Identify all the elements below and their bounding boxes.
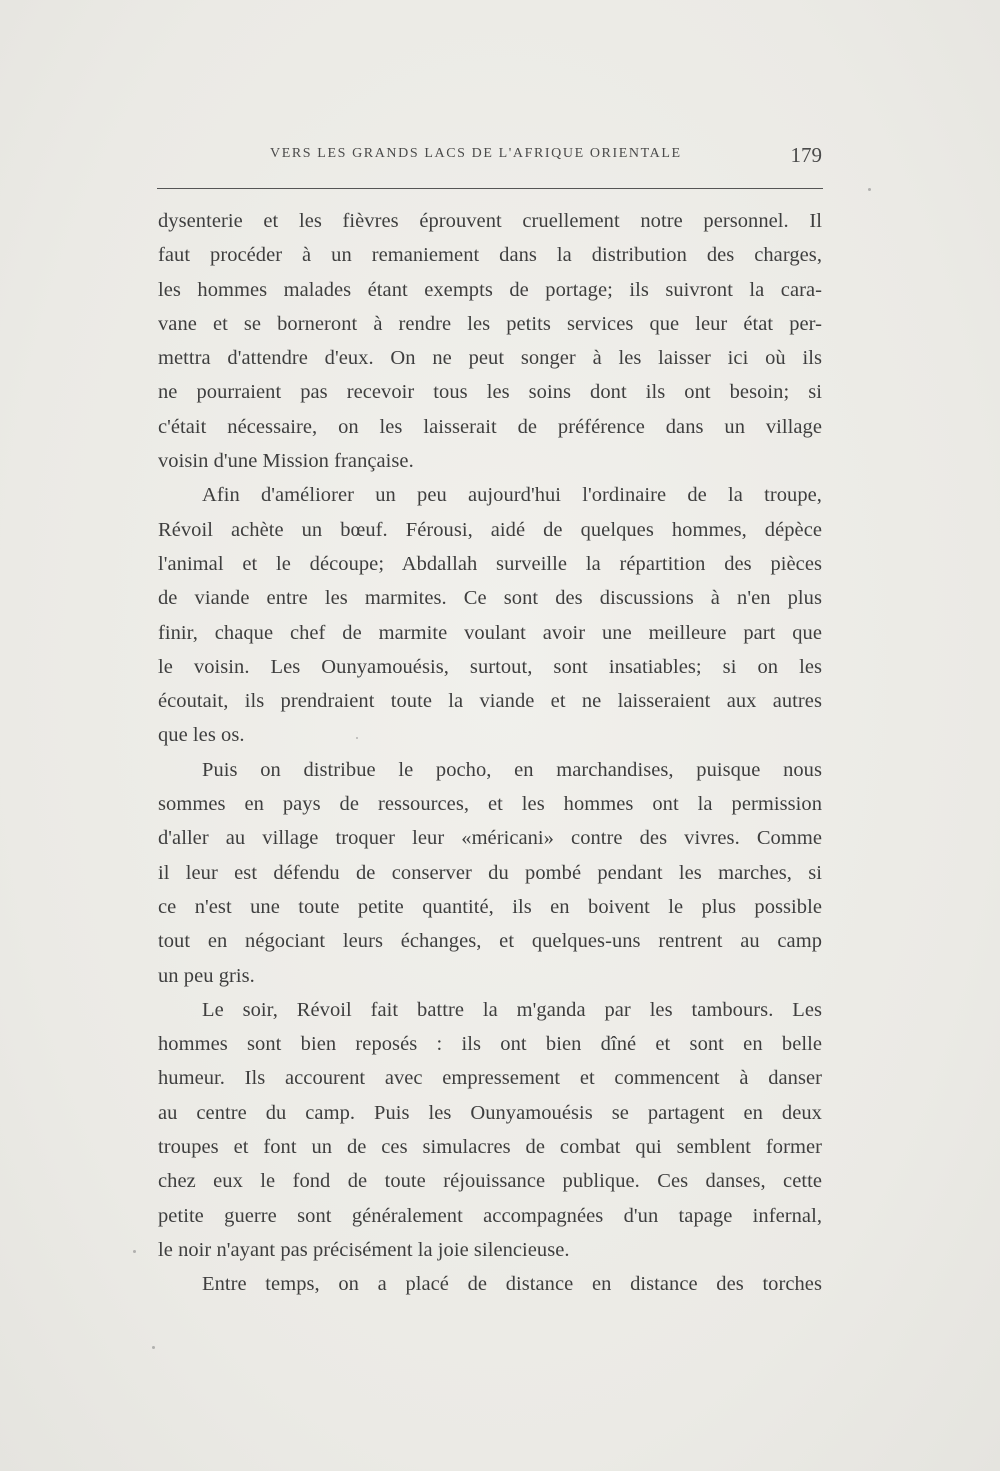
text-line: Puis on distribue le pocho, en marchandises, puisque nous [202, 758, 822, 781]
running-head-title: VERS LES GRANDS LACS DE L'AFRIQUE ORIENTALE [270, 146, 682, 161]
text-line: Révoil achète un bœuf. Férousi, aidé de quelques hommes, dépèce [158, 518, 822, 541]
paragraph [158, 993, 822, 1267]
paragraph [158, 478, 822, 752]
text-line: le voisin. Les Ounyamouésis, surtout, sont insatiables; si on les [158, 655, 822, 678]
text-line: c'était nécessaire, on les laisserait de préférence dans un village [158, 415, 822, 438]
text-line: il leur est défendu de conserver du pombé pendant les marches, si [158, 861, 822, 884]
text-line: de viande entre les marmites. Ce sont des discussions à n'en plus [158, 587, 822, 610]
text-line: le noir n'ayant pas précisément la joie silencieuse. [158, 1238, 570, 1261]
text-line: ce n'est une toute petite quantité, ils en boivent le plus possible [158, 895, 822, 918]
text-line: Afin d'améliorer un peu aujourd'hui l'ordinaire de la troupe, [202, 484, 822, 507]
header-rule [157, 188, 823, 189]
text-line: d'aller au village troquer leur «méricani» contre des vivres. Comme [158, 827, 822, 850]
paragraph [158, 204, 822, 478]
text-line: voisin d'une Mission française. [158, 450, 414, 473]
text-line: chez eux le fond de toute réjouissance publique. Ces danses, cette [158, 1170, 822, 1193]
page-number: 179 [790, 143, 822, 167]
paper-speck [356, 737, 358, 739]
paper-speck [133, 1250, 136, 1253]
text-line: écoutait, ils prendraient toute la viande et ne laisseraient aux autres [158, 690, 822, 713]
body-text [158, 204, 822, 1302]
text-line: l'animal et le découpe; Abdallah surveille la répartition des pièces [158, 552, 822, 575]
text-line: sommes en pays de ressources, et les hommes ont la permission [158, 793, 822, 816]
text-line: troupes et font un de ces simulacres de combat qui semblent former [158, 1136, 822, 1159]
paragraph [158, 753, 822, 993]
running-head [158, 143, 822, 168]
paper-speck [152, 1346, 155, 1349]
text-line: mettra d'attendre d'eux. On ne peut songer à les laisser ici où ils [158, 347, 822, 370]
text-line: finir, chaque chef de marmite voulant avoir une meilleure part que [158, 621, 822, 644]
text-line: petite guerre sont généralement accompagnées d'un tapage infernal, [158, 1204, 822, 1227]
text-line: ne pourraient pas recevoir tous les soins dont ils ont besoin; si [158, 381, 822, 404]
text-line: tout en négociant leurs échanges, et quelques-uns rentrent au camp [158, 930, 822, 953]
text-line: vane et se borneront à rendre les petits services que leur état per- [158, 312, 822, 335]
paper-speck [868, 188, 871, 191]
text-line: les hommes malades étant exempts de portage; ils suivront la cara- [158, 278, 822, 301]
text-line: au centre du camp. Puis les Ounyamouésis se partagent en deux [158, 1101, 822, 1124]
text-line: Entre temps, on a placé de distance en distance des torches [202, 1273, 822, 1296]
text-line: faut procéder à un remaniement dans la distribution des charges, [158, 244, 822, 267]
paragraph [158, 1267, 822, 1301]
text-line: dysenterie et les fièvres éprouvent cruellement notre personnel. Il [158, 210, 822, 232]
text-line: humeur. Ils accourent avec empressement et commencent à danser [158, 1067, 822, 1090]
text-line: Le soir, Révoil fait battre la m'ganda par les tambours. Les [202, 998, 822, 1021]
text-line: que les os. [158, 724, 245, 747]
text-line: un peu gris. [158, 964, 255, 987]
text-line: hommes sont bien reposés : ils ont bien dîné et sont en belle [158, 1033, 822, 1056]
